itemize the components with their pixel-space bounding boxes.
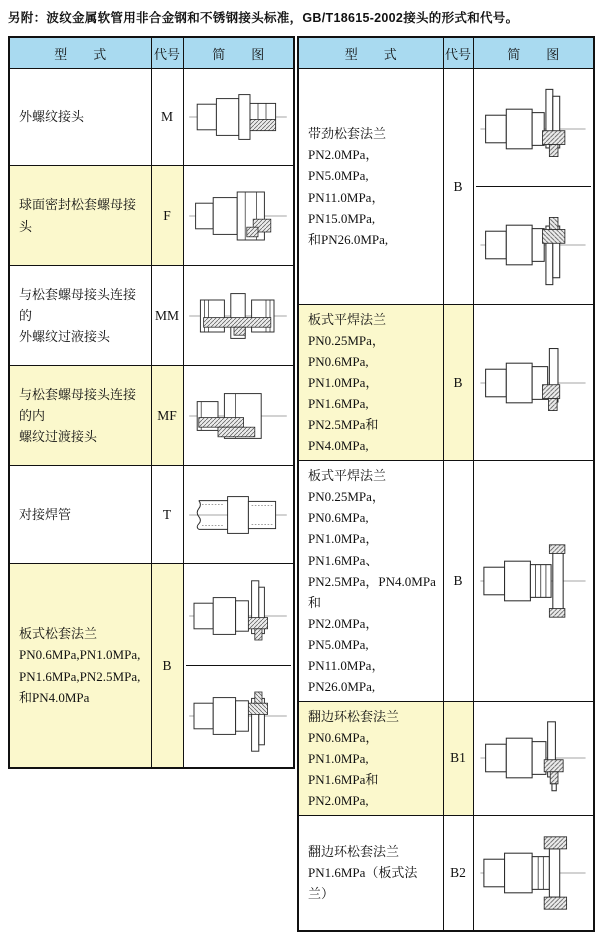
- diagram-cell: [183, 564, 294, 769]
- diagram-cell: [183, 366, 294, 466]
- diagram-cell: [183, 69, 294, 166]
- fitting-type-cell: 翻边环松套法兰 PN0.6MPa，PN1.0MPa, PN1.6MPa和PN2.0MPa,: [298, 701, 443, 815]
- column-header-code: 代号: [443, 37, 473, 69]
- diagram-cell: [473, 461, 594, 702]
- page-title: 另附：波纹金属软管用非合金钢和不锈钢接头标准，GB/T18615-2002接头的形式和代号。: [8, 11, 519, 25]
- plate-loose-flange-mirrored-icon: [186, 671, 290, 761]
- fitting-code-cell: MF: [151, 366, 183, 466]
- diagram-sub-cell: [476, 186, 592, 302]
- column-header-diagram: 简 图: [183, 37, 294, 69]
- fitting-code-cell: B: [443, 305, 473, 461]
- table-row: [298, 461, 594, 702]
- fitting-tables: [8, 36, 600, 932]
- male-male-adapter-fitting-icon: [186, 273, 290, 359]
- fitting-code-cell: F: [151, 166, 183, 266]
- fitting-code-cell: M: [151, 69, 183, 166]
- table-row: [9, 466, 294, 564]
- fitting-type-cell: 与松套螺母接头连接的内 螺纹过渡接头: [9, 366, 151, 466]
- diagram-sub-cell: [186, 665, 292, 765]
- diagram-cell: [473, 69, 594, 305]
- table-row: [9, 366, 294, 466]
- diagram-cell: [473, 816, 594, 931]
- fitting-code-cell: B2: [443, 816, 473, 931]
- fitting-type-cell: 与松套螺母接头连接的 外螺纹过液接头: [9, 266, 151, 366]
- diagram-cell: [183, 266, 294, 366]
- fitting-code-cell: B: [443, 69, 473, 305]
- fitting-type-cell: 对接焊管: [9, 466, 151, 564]
- column-header-type: 型 式: [9, 37, 151, 69]
- column-header-diagram: 简 图: [473, 37, 594, 69]
- fitting-type-cell: 带劲松套法兰 PN2.0MPa，PN5.0MPa, PN11.0MPa，PN15.0MPa, 和PN26.0MPa,: [298, 69, 443, 305]
- table-row: [9, 166, 294, 266]
- fitting-type-cell: 外螺纹接头: [9, 69, 151, 166]
- column-header-type: 型 式: [298, 37, 443, 69]
- plate-flat-weld-flange-icon: [477, 335, 589, 431]
- butt-weld-pipe-icon: [186, 472, 290, 558]
- male-female-adapter-fitting-icon: [186, 373, 290, 459]
- plate-loose-flange-icon: [186, 571, 290, 661]
- necked-loose-flange-mirrored-icon: [477, 195, 589, 295]
- table-row: [298, 816, 594, 931]
- diagram-cell: [183, 166, 294, 266]
- diagram-sub-cell: [476, 71, 592, 186]
- fitting-table-left: [8, 36, 295, 769]
- necked-loose-flange-icon: [477, 79, 589, 179]
- diagram-cell: [473, 701, 594, 815]
- table-row: [298, 69, 594, 305]
- fitting-type-cell: 球面密封松套螺母接头: [9, 166, 151, 266]
- table-row: [298, 701, 594, 815]
- fitting-code-cell: B1: [443, 701, 473, 815]
- male-thread-fitting-icon: [186, 74, 290, 160]
- fitting-type-cell: 板式平焊法兰 PN0.25MPa，PN0.6MPa, PN1.0MPa，PN1.6MPa、 PN2.5MPa，PN4.0MPa和 PN2.0MPa，PN5.0MPa, PN11.0MPa，PN26.0MPa,: [298, 461, 443, 702]
- table-row: [9, 564, 294, 769]
- flared-ring-loose-plate-flange-icon: [477, 825, 589, 921]
- flared-ring-loose-flange-icon: [477, 710, 589, 806]
- header-row: [298, 37, 594, 69]
- header-row: [9, 37, 294, 69]
- fitting-type-cell: 板式松套法兰 PN0.6MPa,PN1.0MPa, PN1.6MPa,PN2.5MPa, 和PN4.0MPa: [9, 564, 151, 769]
- fitting-code-cell: B: [151, 564, 183, 769]
- plate-flat-weld-flange-high-pressure-icon: [477, 533, 589, 629]
- diagram-sub-cell: [186, 566, 292, 665]
- fitting-code-cell: MM: [151, 266, 183, 366]
- table-row: [9, 266, 294, 366]
- spherical-seal-loose-nut-fitting-icon: [186, 173, 290, 259]
- diagram-cell: [473, 305, 594, 461]
- diagram-cell: [183, 466, 294, 564]
- fitting-code-cell: B: [443, 461, 473, 702]
- table-row: [9, 69, 294, 166]
- column-header-code: 代号: [151, 37, 183, 69]
- fitting-type-cell: 板式平焊法兰 PN0.25MPa，PN0.6MPa, PN1.0MPa，PN1.6MPa, PN2.5MPa和PN4.0MPa,: [298, 305, 443, 461]
- table-row: [298, 305, 594, 461]
- fitting-table-right: [297, 36, 595, 932]
- fitting-type-cell: 翻边环松套法兰 PN1.6MPa（板式法兰）: [298, 816, 443, 931]
- fitting-code-cell: T: [151, 466, 183, 564]
